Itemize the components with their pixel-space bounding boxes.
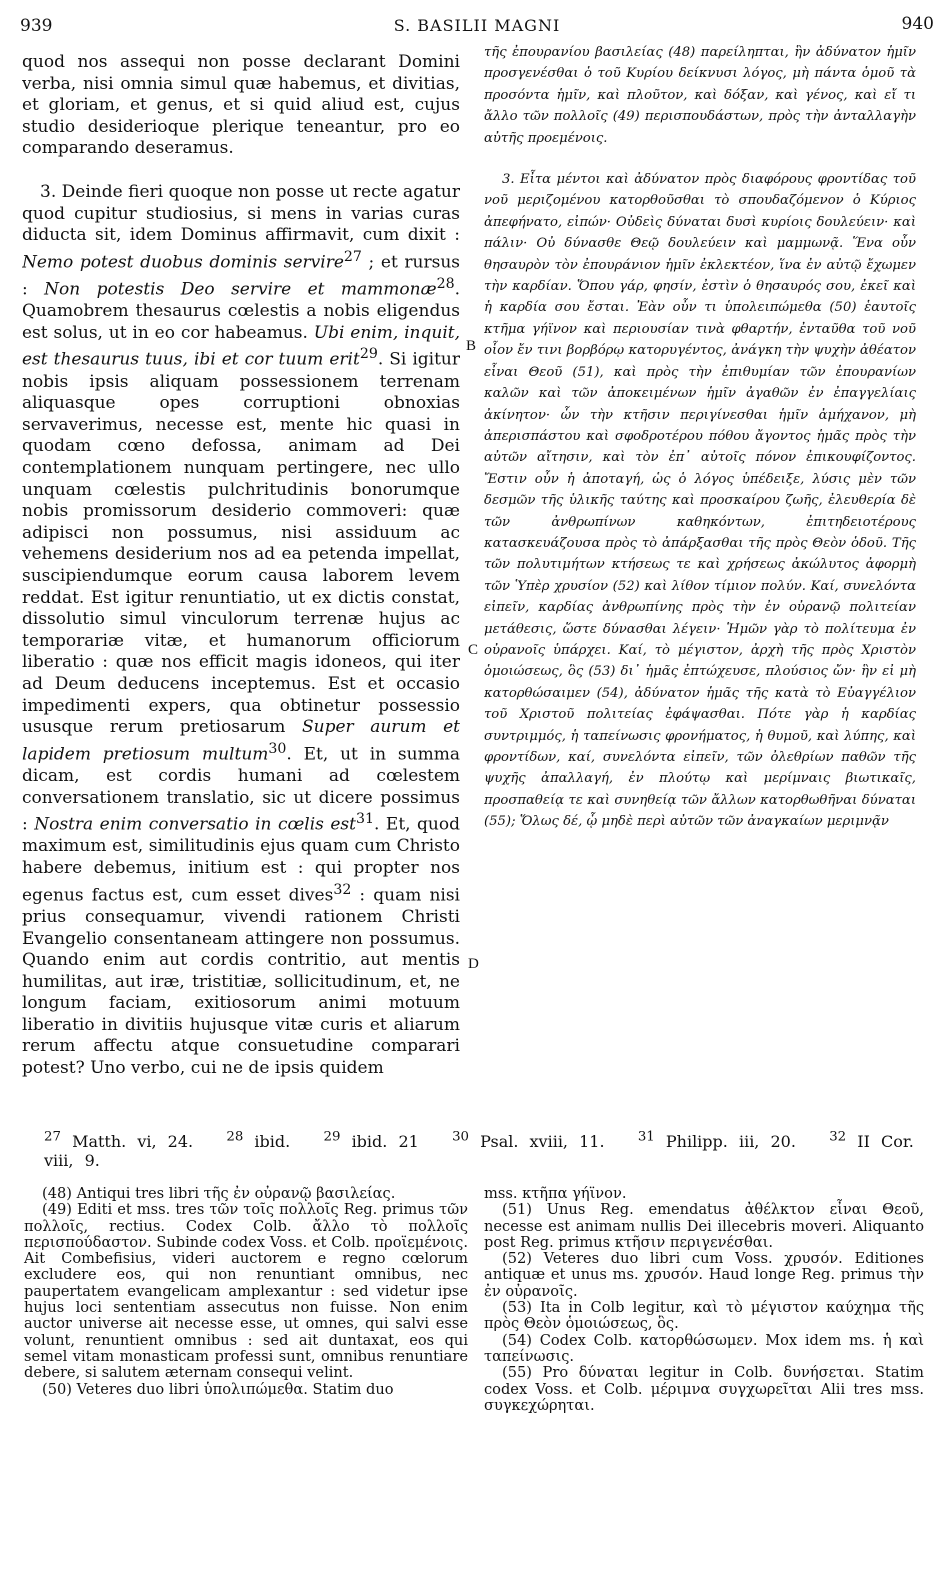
latin-text: 3. Deinde fieri quoque non posse ut recte agatur quod cupitur studiosius, si mens in varias curas diducta sit, idem Dominus affirmavit, cum dixit : — [22, 181, 460, 246]
note: (54) Codex Colb. κατορθώσωμεν. Mox idem ms. ἡ καὶ ταπείνωσις. — [484, 1331, 924, 1365]
latin-text: . Quamobrem thesaurus cœlestis a nobis eligendus est solus, ut in eo cor habeamus. — [22, 279, 460, 343]
latin-text: : quam nisi prius consequamur, vivendi rationem Christi Evangelio consentaneam attingere non possumus. Quando enim aut cordis contritio, aut mentis humilitas, aut iræ, tristitiæ, sollicitudinum, et, ne longum faciam, exitiosorum animi motuum liberatio in divitiis hujusque vitæ curis et aliarum rerum affectu atque consuetudine comparari potest? Uno verbo, cui ne de ipsis quidem — [22, 885, 460, 1079]
latin-text: . Et, quod maximum est, similitudinis ejus quam cum Christo habere debemus, initium est : qui propter nos egenus factus est, cum esset dives — [22, 814, 460, 906]
margin-letter-b: B — [466, 338, 477, 354]
running-title: S. BASILII MAGNI — [393, 16, 561, 35]
scripture-quote: Nemo potest duobus dominis servire — [22, 252, 344, 273]
latin-text: . Et, ut in summa dicam, est cordis humani ad cœlestem conversationem translatio, sic ut dicere possimus : — [22, 744, 460, 835]
latin-paragraph-2 — [22, 182, 460, 1080]
footnote-item: $^{31}$ Philipp. iii, 20. — [637, 1130, 796, 1152]
footnote-item: $^{29}$ ibid. 21 — [323, 1130, 419, 1152]
note: (55) Pro δύναται legitur in Colb. δυνήσεται. Statim codex Voss. et Colb. μέριμνα συγχωρεῖται Alii tres mss. συγκεχώρηται. — [484, 1364, 924, 1414]
footnote-ref: 27 — [343, 248, 362, 265]
footnote-item: $^{27}$ Matth. vi, 24. — [44, 1130, 194, 1152]
footnote-ref: 30 — [268, 740, 287, 757]
note: (53) Ita in Colb legitur, καὶ τὸ μέγιστον καύχημα τῆς πρὸς Θεὸν ὁμοιώσεως, ὃς. — [484, 1299, 924, 1333]
footnote-item: $^{28}$ ibid. — [226, 1130, 291, 1152]
editorial-notes-left — [24, 1186, 468, 1398]
editorial-notes-right — [484, 1186, 924, 1414]
latin-text: . Si igitur nobis ipsis aliquam possessionem terrenam aliquasque opes corruptioni obnoxias servaverimus, necesse est, mente hic quasi in quodam cœno defossa, animam ad Dei contemplationem nunquam pertingere, nec ullo unquam cœlestis pulchritudinis bonorumque nobis promissorum desiderio commoveri: quæ adipisci non possumus, nisi assiduum ac vehemens desiderium nos ad ea petenda impellat, suscipiendumque eorum causa laborem levem reddat. Est igitur renuntiatio, ut ex dictis constat, dissolutio simul vinculorum terrenæ hujus ac temporariæ vitæ, et humanorum officiorum liberatio : quæ nos efficit magis idoneos, qui iter ad Deum deducens inceptemus. Est et occasio impedimenti expers, qua obtinetur possessio ususque rerum pretiosarum — [22, 350, 460, 738]
note: (49) Editi et mss. tres τῶν τοῖς πολλοῖς Reg. primus τῶν πολλοῖς, rectius. Codex Colb. ἄλλο τὸ πολλοῖς περισπούδαστον. Subinde codex Voss. et Colb. προϊεμένοις. Ait Combefisius, videri auctorem e regno cœlorum excludere eos, qui non renuntiant omnibus, nec paupertatem evangelicam amplexantur : sed videtur ipse hujus loci sententiam assecutus non fuisse. Non enim auctor universe ait necesse esse, ut omnes, qui salvi esse volunt, renuntient omnibus : sed ait duntaxat, eos qui semel vitam monasticam professi sunt, omnibus renuntiare debere, si salutem æternam consequi velint. — [24, 1201, 468, 1382]
footnote-item: $^{30}$ Psal. xviii, 11. — [452, 1130, 605, 1152]
scripture-quote: Ubi enim, inquit, est thesaurus tuus, ibi et cor tuum erit — [22, 322, 460, 371]
greek-paragraph-1: τῆς ἐπουρανίου βασιλείας (48) παρείληπται, ἣν ἀδύνατον ἡμῖν προσγενέσθαι ὁ τοῦ Κυρίου δείκνυσι λόγος, μὴ πάντα ὁμοῦ τὰ προσόντα ἡμῖν, καὶ πλοῦτον, καὶ δόξαν, καὶ γένος, καὶ εἴ τι ἄλλο τῶν πολλοῖς (49) περισπουδάστων, πρὸς τὴν ἀνταλλαγὴν αὐτῆς προεμένοις. — [484, 45, 916, 146]
page-number-right: 940 — [901, 14, 934, 34]
footnote-ref: 28 — [436, 276, 455, 292]
running-header — [20, 12, 934, 38]
note: (48) Antiqui tres libri τῆς ἐν οὐρανῷ βασιλείας. — [42, 1185, 396, 1202]
greek-column — [484, 42, 916, 833]
footnote-ref: 31 — [356, 811, 375, 828]
note: (51) Unus Reg. emendatus ἀθέλκτον εἶναι Θεοῦ, necesse est animam nullis Dei illecebris moveri. Aliquanto post Reg. primus κτῆσιν περιγενέσθαι. — [484, 1201, 924, 1251]
footnote-ref: 29 — [359, 346, 378, 363]
latin-paragraph-1: quod nos assequi non posse declarant Domini verba, nisi omnia simul quæ habemus, et divitias, et gloriam, et genus, et si quid aliud est, cujus studio desiderioque plerique teneantur, pro eo comparando deseramus. — [22, 52, 460, 159]
margin-letter-d: D — [468, 956, 479, 972]
page-number-left: 939 — [20, 16, 53, 36]
scripture-footnotes — [44, 1130, 924, 1170]
margin-letter-c: C — [468, 642, 479, 658]
latin-text: ; et rursus : — [22, 252, 460, 300]
footnote-item: $^{32}$ II Cor. viii, 9. — [44, 1130, 914, 1171]
scripture-quote: Nostra enim conversatio in cœlis est — [34, 814, 356, 835]
scripture-quote: Super aurum et lapidem pretiosum multum — [22, 717, 460, 765]
note: (50) Veteres duo libri ὑπολιπώμεθα. Statim duo — [42, 1380, 394, 1398]
note: (52) Veteres duo libri cum Voss. χρυσόν. Editiones antiquæ et unus ms. χρυσόν. Haud longe Reg. primus τὴν ἐν οὐρανοῖς. — [484, 1250, 924, 1300]
greek-paragraph-2: 3. Εἶτα μέντοι καὶ ἀδύνατον πρὸς διαφόρους φροντίδας τοῦ νοῦ μεριζομένου κατορθοῦσθαι τὸ σπουδαζόμενον ὁ Κύριος ἀπεφήνατο, εἰπών· Οὐδεὶς δύναται δυσὶ κυρίοις δουλεύειν· καὶ πάλιν· Οὐ δύνασθε Θεῷ δουλεύειν καὶ μαμμωνᾷ. Ἕνα οὖν θησαυρὸν τὸν ἐπουράνιον ἡμῖν ἐκλεκτέον, ἵνα ἐν αὐτῷ ἔχωμεν τὴν καρδίαν. Ὅπου γάρ, φησίν, ἐστὶν ὁ θησαυρός σου, ἐκεῖ καὶ ἡ καρδία σου ἔσται. Ἐὰν οὖν τι ὑπολειπώμεθα (50) ἑαυτοῖς κτῆμα γήϊνον καὶ περιουσίαν τινὰ φθαρτήν, ἐνταῦθα τοῦ νοῦ οἷον ἔν τινι βορβόρῳ κατορυγέντος, ἀνάγκη τὴν ψυχὴν ἀθέατον εἶναι Θεοῦ (51), καὶ πρὸς τὴν ἐπιθυμίαν τῶν ἐπουρανίων καλῶν καὶ τῶν ἀποκειμένων ἡμῖν ἀγαθῶν ἐν ἐπαγγελίαις ἀκίνητον· ὧν τὴν κτῆσιν περιγίνεσθαι ἡμῖν ἀμήχανον, μὴ ἀπερισπάστου καὶ σφοδροτέρου πόθου ἄγοντος ἡμᾶς πρὸς τὴν αὐτῶν αἴτησιν, καὶ τὸν ἐπ᾽ αὐτοῖς πόνον ἐπικουφίζοντος. Ἔστιν οὖν ἡ ἀποταγή, ὡς ὁ λόγος ὑπέδειξε, λύσις μὲν τῶν δεσμῶν τῆς ὑλικῆς ταύτης καὶ προσκαίρου ζωῆς, ἐλευθερία δὲ τῶν ἀνθρωπίνων καθηκόντων, ἐπιτηδειοτέρους κατασκευάζουσα πρὸς τὸ ἀπάρξασθαι τῆς πρὸς Θεὸν ὁδοῦ. Τῆς τῶν πολυτιμήτων κτήσεως τε καὶ χρήσεως ἀκώλυτος ἀφορμὴ τῶν Ὑπὲρ χρυσίον (52) καὶ λίθον τίμιον πολύν. Καί, συνελόντα εἰπεῖν, καρδίας ἀνθρωπίνης πρὸς τὴν ἐν οὐρανῷ πολιτείαν μετάθεσις, ὥστε δύνασθαι λέγειν· Ἡμῶν γὰρ τὸ πολίτευμα ἐν οὐρανοῖς ὑπάρχει. Καί, τὸ μέγιστον, ἀρχὴ τῆς πρὸς Χριστὸν ὁμοιώσεως, ὃς (53) δι᾽ ἡμᾶς ἐπτώχευσε, πλούσιος ὤν· ἣν εἰ μὴ κατορθώσαιμεν (54), ἀδύνατον ἡμᾶς τῆς κατὰ τὸ Εὐαγγέλιον τοῦ Χριστοῦ πολιτείας ἐφάψασθαι. Πότε γὰρ ἡ καρδίας συντριμμός, ἡ ταπείνωσις φρονήματος, ἡ θυμοῦ, καὶ λύπης, καὶ φροντίδων, καί, συνελόντα εἰπεῖν, τῶν ὀλεθρίων παθῶν τῆς ψυχῆς ἀπαλλαγή, ἐν πλούτῳ καὶ μερίμναις βιωτικαῖς, προσπαθείᾳ τε καὶ συνηθείᾳ τῶν ἄλλων κατορθωθῆναι δύναται (55); Ὅλως δέ, ᾧ μηδὲ περὶ αὐτῶν τῶν ἀναγκαίων μεριμνᾷν — [484, 172, 916, 830]
scripture-quote: Non potestis Deo servire et mammonæ — [44, 279, 437, 300]
note: mss. κτῆπα γήϊνον. — [484, 1185, 627, 1202]
latin-column — [22, 52, 460, 1080]
footnote-ref: 32 — [333, 881, 352, 898]
